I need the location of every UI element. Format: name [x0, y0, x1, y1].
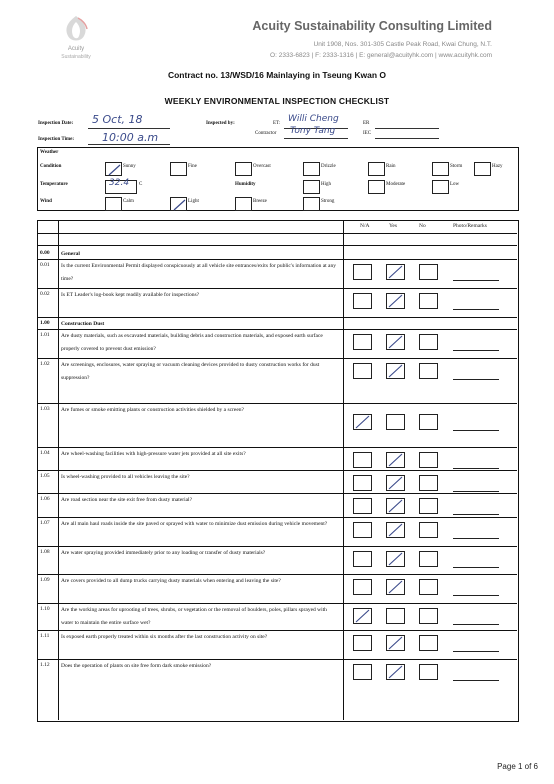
inspection-date-label: Inspection Date: [38, 121, 74, 126]
weather-option-label: Light [188, 199, 199, 204]
inspected-by-label: Inspected by: [206, 121, 235, 126]
inspection-date-value: 5 Oct, 18 [92, 113, 143, 126]
check-mark-icon [387, 364, 404, 378]
iec-line [375, 138, 439, 139]
weather-option-label: Strong [321, 199, 335, 204]
check-mark-icon [387, 552, 404, 566]
row-number: 1.03 [40, 406, 50, 412]
row-number: 1.04 [40, 450, 50, 456]
row-number: 1.00 [40, 320, 50, 326]
contractor-line [284, 138, 348, 139]
weather-option-checkbox[interactable] [303, 180, 320, 194]
answer-checkbox-yes[interactable] [386, 293, 405, 309]
checklist-title: WEEKLY ENVIRONMENTAL INSPECTION CHECKLIST [164, 96, 390, 106]
er-label: ER [363, 121, 370, 126]
weather-option-label: Storm [450, 164, 463, 169]
remarks-line[interactable] [453, 379, 499, 380]
check-mark-icon [387, 636, 404, 650]
temperature-value: 32.4 [109, 178, 130, 188]
answer-checkbox-yes[interactable] [386, 414, 405, 430]
row-number: 1.12 [40, 662, 50, 668]
question-text: Are water spraying provided immediately prior to any loading or transfer of dusty materials? [61, 550, 266, 556]
question-text: Are dusty materials, such as excavated materials, building debris and construction materials, and exposed earth surface properly covered to prevent dust emission? [61, 333, 323, 352]
page-number: Page 1 of 6 [497, 762, 538, 771]
row-number: 1.02 [40, 361, 50, 367]
answer-checkbox-na[interactable] [353, 363, 372, 379]
question-text: Are screenings, enclosures, water spraying or vacuum cleaning devices provided to dusty construction works for dust suppression? [61, 362, 320, 381]
question-text: Are the working areas for uprooting of trees, shrubs, or vegetation or the removal of boulders, poles, pillars sprayed with water to maintain the entire surface wet? [61, 607, 327, 626]
weather-option-checkbox[interactable] [105, 197, 122, 211]
weather-option-label: Low [450, 182, 460, 187]
question-text: Is the current Environmental Permit displayed conspicuously at all vehicle site entrances/exits for public's information at any time? [61, 263, 336, 282]
check-mark-icon [387, 294, 404, 308]
check-mark-icon [387, 476, 404, 490]
weather-option-label: Rain [386, 164, 396, 169]
answer-checkbox-yes[interactable] [386, 498, 405, 514]
check-mark-icon [354, 609, 371, 623]
answer-checkbox-no[interactable] [419, 608, 438, 624]
row-number: 1.07 [40, 520, 50, 526]
contract-title: Contract no. 13/WSD/16 Mainlaying in Tseung Kwan O [167, 70, 387, 80]
col-header-yes: Yes [389, 223, 398, 229]
remarks-line[interactable] [453, 491, 499, 492]
remarks-line[interactable] [453, 350, 499, 351]
answer-checkbox-yes[interactable] [386, 608, 405, 624]
weather-option-label: Moderate [386, 182, 406, 187]
weather-option-label: Overcast [253, 164, 271, 169]
logo-subtitle: Sustainability [61, 54, 91, 60]
remarks-line[interactable] [453, 651, 499, 652]
et-value: Willi Cheng [288, 114, 339, 124]
row-number: 1.05 [40, 473, 50, 479]
weather-option-checkbox[interactable] [303, 197, 320, 211]
answer-checkbox-na[interactable] [353, 579, 372, 595]
answer-checkbox-no[interactable] [419, 522, 438, 538]
row-number: 1.11 [40, 633, 50, 639]
answer-checkbox-yes[interactable] [386, 475, 405, 491]
check-mark-icon [171, 199, 186, 211]
answer-checkbox-yes[interactable] [386, 264, 405, 280]
answer-checkbox-no[interactable] [419, 664, 438, 680]
weather-option-label: Fine [188, 164, 197, 169]
weather-option-checkbox[interactable] [105, 162, 122, 176]
remarks-line[interactable] [453, 680, 499, 681]
remarks-line[interactable] [453, 280, 499, 281]
check-mark-icon [106, 164, 121, 176]
weather-option-checkbox[interactable] [235, 162, 252, 176]
question-text: Is exposed earth properly treated within six months after the last construction activity on site? [61, 634, 268, 640]
answer-checkbox-no[interactable] [419, 635, 438, 651]
header-divider-2 [37, 245, 517, 246]
remarks-line[interactable] [453, 624, 499, 625]
contractor-value: Tony Tang [290, 126, 336, 136]
answer-checkbox-na[interactable] [353, 522, 372, 538]
weather-option-checkbox[interactable] [235, 197, 252, 211]
answer-checkbox-no[interactable] [419, 551, 438, 567]
col-header-no: No [419, 223, 426, 229]
check-mark-icon [387, 523, 404, 537]
row-number: 1.10 [40, 606, 50, 612]
answer-checkbox-no[interactable] [419, 452, 438, 468]
answer-checkbox-yes[interactable] [386, 635, 405, 651]
answer-checkbox-na[interactable] [353, 635, 372, 651]
answer-checkbox-yes[interactable] [386, 551, 405, 567]
weather-row-label: Temperature [40, 182, 68, 187]
temperature-unit: C [139, 182, 143, 187]
question-text: Are fumes or smoke emitting plants or construction activities shielded by a screen? [61, 407, 244, 413]
weather-option-label: Drizzle [321, 164, 336, 169]
answer-checkbox-na[interactable] [353, 414, 372, 430]
answer-checkbox-na[interactable] [353, 664, 372, 680]
answer-checkbox-yes[interactable] [386, 334, 405, 350]
answer-checkbox-yes[interactable] [386, 363, 405, 379]
weather-option-checkbox[interactable] [170, 162, 187, 176]
company-name: Acuity Sustainability Consulting Limited [252, 19, 492, 33]
check-mark-icon [387, 499, 404, 513]
section-heading: Construction Dust [61, 321, 105, 327]
iec-label: IEC [363, 131, 372, 136]
answer-checkbox-na[interactable] [353, 551, 372, 567]
weather-option-checkbox[interactable] [432, 162, 449, 176]
answer-checkbox-na[interactable] [353, 475, 372, 491]
inspection-time-value: 10:00 a.m [102, 131, 159, 144]
answer-checkbox-na[interactable] [353, 452, 372, 468]
row-number: 0.01 [40, 262, 50, 268]
company-contact: O: 2333-6823 | F: 2333-1316 | E: general@acuityhk.com | www.acuityhk.com [270, 52, 492, 59]
weather-option-checkbox[interactable] [303, 162, 320, 176]
row-number: 0.02 [40, 291, 50, 297]
weather-title: Weather [40, 150, 59, 155]
answer-checkbox-na[interactable] [353, 293, 372, 309]
remarks-line[interactable] [453, 468, 499, 469]
answer-checkbox-no[interactable] [419, 363, 438, 379]
answer-checkbox-na[interactable] [353, 264, 372, 280]
remarks-line[interactable] [453, 514, 499, 515]
weather-option-checkbox[interactable] [474, 162, 491, 176]
question-text: Are all main haul roads inside the site paved or sprayed with water to minimize dust emission during vehicle movement? [61, 521, 328, 527]
logo-name: Acuity [67, 46, 85, 52]
row-number: 1.08 [40, 549, 50, 555]
er-line [375, 128, 439, 129]
answer-checkbox-no[interactable] [419, 334, 438, 350]
question-text: Are wheel-washing facilities with high-pressure water jets provided at all site exits? [61, 451, 246, 457]
question-text: Is ET Leader's log-book kept readily available for inspections? [61, 292, 200, 298]
remarks-line[interactable] [453, 430, 499, 431]
humidity-label: Humidity [235, 182, 256, 187]
answer-checkbox-na[interactable] [353, 608, 372, 624]
remarks-line[interactable] [453, 595, 499, 596]
answer-checkbox-yes[interactable] [386, 452, 405, 468]
answer-checkbox-na[interactable] [353, 334, 372, 350]
weather-option-label: Hazy [492, 164, 503, 169]
weather-option-label: High [321, 182, 331, 187]
weather-option-checkbox[interactable] [432, 180, 449, 194]
answer-checkbox-yes[interactable] [386, 664, 405, 680]
inspection-date-line [88, 128, 170, 129]
weather-row-label: Wind [40, 199, 52, 204]
answer-checkbox-no[interactable] [419, 498, 438, 514]
answer-checkbox-yes[interactable] [386, 522, 405, 538]
col-header-remarks: Photo/Remarks [453, 223, 487, 229]
answer-checkbox-no[interactable] [419, 264, 438, 280]
question-text: Is wheel-washing provided to all vehicles leaving the site? [61, 474, 190, 480]
answer-checkbox-na[interactable] [353, 498, 372, 514]
remarks-line[interactable] [453, 538, 499, 539]
row-number: 0.00 [40, 250, 50, 256]
section-heading: General [61, 251, 80, 257]
remarks-line[interactable] [453, 567, 499, 568]
weather-option-checkbox[interactable] [368, 180, 385, 194]
weather-option-label: Sunny [123, 164, 136, 169]
check-mark-icon [387, 665, 404, 679]
answer-checkbox-no[interactable] [419, 293, 438, 309]
answer-checkbox-no[interactable] [419, 414, 438, 430]
weather-option-checkbox[interactable] [170, 197, 187, 211]
check-mark-icon [387, 580, 404, 594]
check-mark-icon [387, 335, 404, 349]
weather-option-label: Breeze [253, 199, 267, 204]
weather-option-label: Calm [123, 199, 134, 204]
inspection-time-label: Inspection Time: [38, 137, 75, 142]
row-number: 1.06 [40, 496, 50, 502]
question-text: Are road section near the site exit free from dusty material? [61, 497, 193, 503]
question-text: Are covers provided to all dump trucks carrying dusty materials when entering and leaving the site? [61, 578, 281, 584]
answer-checkbox-no[interactable] [419, 579, 438, 595]
check-mark-icon [387, 265, 404, 279]
check-mark-icon [354, 415, 371, 429]
check-mark-icon [387, 453, 404, 467]
row-number: 1.09 [40, 577, 50, 583]
et-label: ET: [273, 121, 281, 126]
row-number: 1.01 [40, 332, 50, 338]
answer-checkbox-no[interactable] [419, 475, 438, 491]
weather-option-checkbox[interactable] [368, 162, 385, 176]
weather-row-label: Condition [40, 164, 62, 169]
contractor-label: Contractor [255, 131, 277, 136]
inspection-time-line [88, 144, 170, 145]
header-divider [37, 233, 517, 234]
company-logo-icon [58, 14, 94, 46]
col-header-na: N/A [360, 223, 370, 229]
company-address: Unit 1908, Nos. 301-305 Castle Peak Road, Kwai Chung, N.T. [313, 41, 492, 48]
answer-checkbox-yes[interactable] [386, 579, 405, 595]
question-text: Does the operation of plants on site free form dark smoke emission? [61, 663, 212, 669]
remarks-line[interactable] [453, 309, 499, 310]
